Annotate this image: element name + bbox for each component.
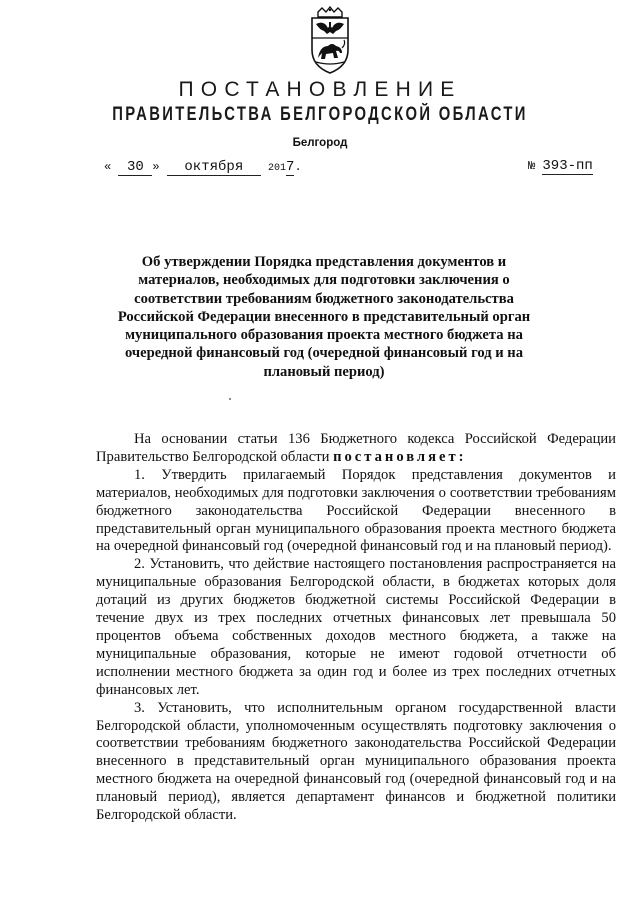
date-close-quote: » — [152, 160, 160, 174]
date-line — [104, 159, 302, 176]
decree-word: постановляет: — [333, 448, 467, 465]
page-subtitle: ПРАВИТЕЛЬСТВА БЕЛГОРОДСКОЙ ОБЛАСТИ — [112, 104, 528, 125]
date-day: 30 — [118, 159, 152, 176]
date-month: октября — [167, 159, 261, 176]
document-body — [96, 431, 616, 825]
date-year-prefix: 201 — [268, 163, 287, 174]
stray-mark — [229, 398, 231, 400]
document-number — [528, 158, 593, 174]
intro-paragraph — [96, 431, 616, 467]
document-title: Об утверждении Порядка представления документов и материалов, необходимых для подготовки заключения о соответствии требованиям бюджетного законодательства Российской Федерации внесенного в представительный орган муниципального образования проекта местного бюджета на очередной финансовый год (очередной финансовый год и на плановый период) — [117, 254, 531, 380]
paragraph-1: 1. Утвердить прилагаемый Порядок представления документов и материалов, необходимых для подготовки заключения о соответствии требованиям бюджетного законодательства Российской Федерации внесенного в представительный орган муниципального образования проекта местного бюджета на очередной финансовый год (очередной финансовый год и на плановый период). — [96, 466, 616, 555]
number-prefix: № — [528, 159, 536, 173]
coat-of-arms-emblem — [298, 6, 362, 76]
number-value: 393-пп — [542, 158, 593, 174]
date-year-digit: 7 — [286, 159, 295, 175]
date-end: . — [294, 160, 302, 174]
city-label: Белгород — [292, 137, 348, 149]
date-open-quote: « — [104, 160, 112, 174]
paragraph-2: 2. Установить, что действие настоящего постановления распространяется на муниципальные образования Белгородской области, в бюджетах которых доля дотаций из других бюджетов бюджетной системы Российской Федерации в течение двух из трех последних отчетных финансовых лет превышала 50 процентов объема собственных доходов местного бюджета, а также на муниципальные образования, которые не имеют годовой отчетности об исполнении местного бюджета за один год и более из трех последних отчетных финансовых лет. — [96, 556, 616, 698]
paragraph-3: 3. Установить, что исполнительным органом государственной власти Белгородской области, уполномоченным осуществлять подготовку заключения о соответствии требованиям бюджетного законодательства Российской Федерации внесенного в представительный орган муниципального образования проекта местного бюджета на очередной финансовый год (очередной финансовый год и на плановый период), является департамент финансов и бюджетной политики Белгородской области. — [96, 699, 616, 824]
page-title: ПОСТАНОВЛЕНИЕ — [178, 78, 462, 101]
intro-text: На основании статьи 136 Бюджетного кодекса Российской Федерации Правительство Белгородской области — [96, 431, 616, 465]
